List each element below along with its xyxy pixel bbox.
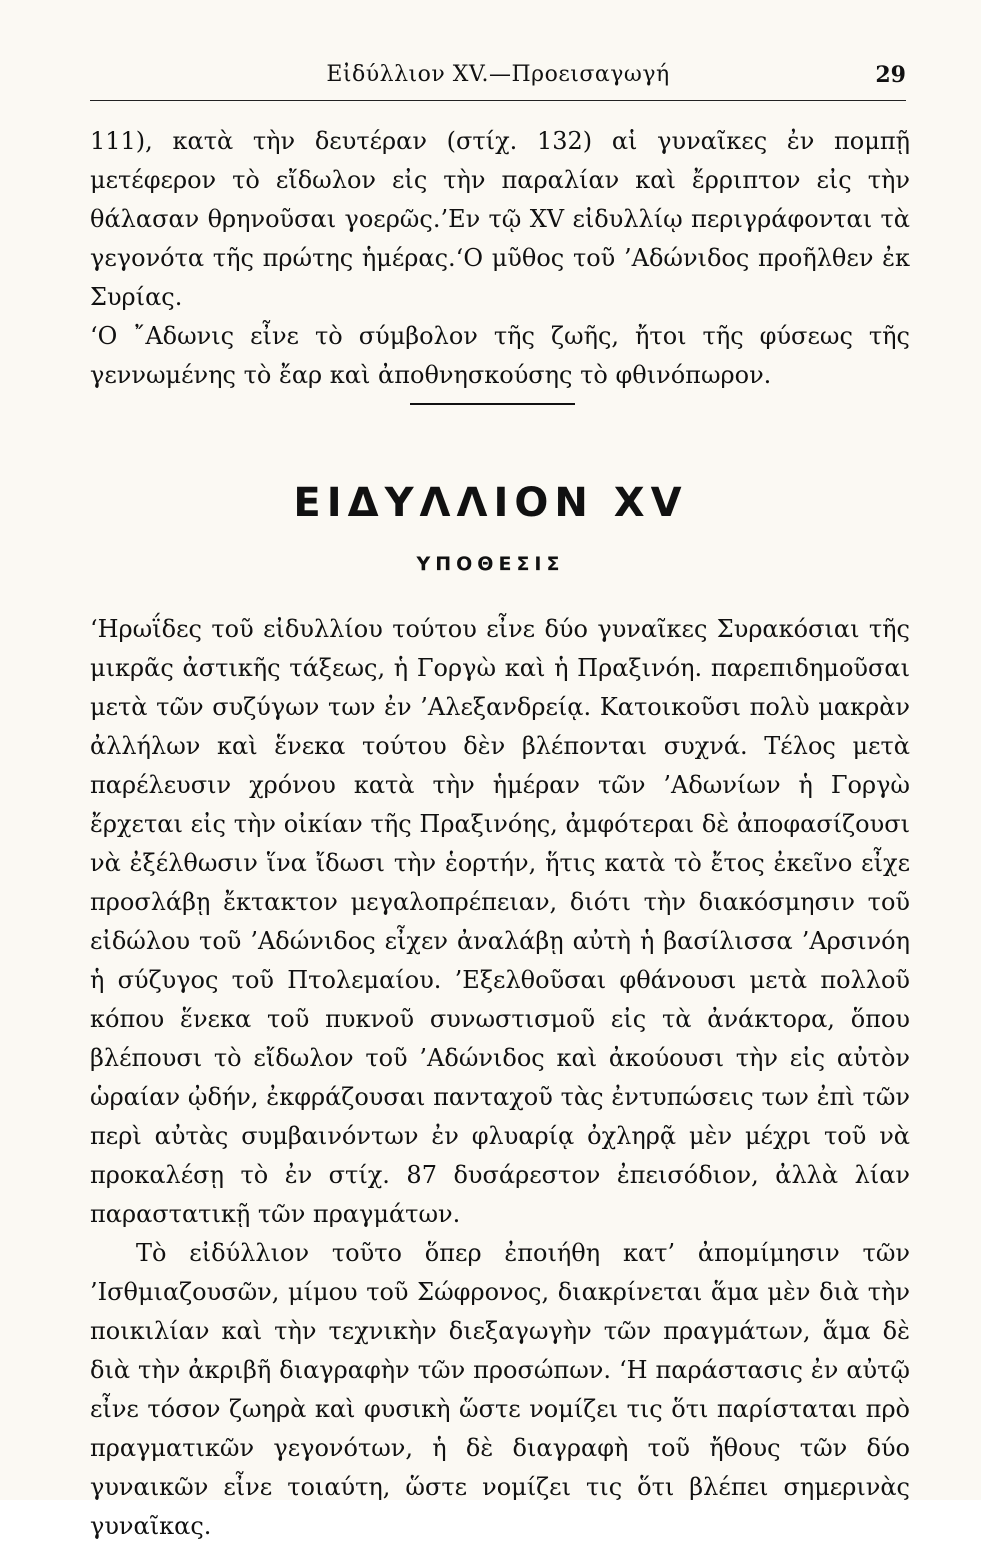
section-subtitle: ΥΠΟΘΕΣΙΣ [416, 553, 565, 575]
section-divider [410, 403, 575, 405]
intro-paragraph: 111), κατὰ τὴν δευτέραν (στίχ. 132) αἱ γυναῖκες ἐν πομπῇ μετέφερον τὸ εἴδωλον εἰς τὴν παραλίαν καὶ ἔρριπτον εἰς τὴν θάλασαν θρηνοῦσαι γοερῶς.’Εν τῷ XV εἰδυλλίῳ περιγράφονται τὰ γεγονότα τῆς πρώτης ἡμέρας.‘Ο μῦθος τοῦ ’Αδώνιδος προῆλθεν ἐκ Συρίας. [90, 127, 910, 311]
section-title: ΕΙΔΥΛΛΙΟΝ XV [293, 480, 688, 526]
running-head [90, 62, 906, 92]
body-paragraph: ‘Ηρωΐδες τοῦ εἰδυλλίου τούτου εἶνε δύο γυναῖκες Συρακόσιαι τῆς μικρᾶς ἀστικῆς τάξεως, ἡ Γοργὼ καὶ ἡ Πραξινόη. παρεπιδημοῦσαι μετὰ τῶν συζύγων των ἐν ’Αλεξανδρείᾳ. Κατοικοῦσι πολὺ μακρὰν ἀλλήλων καὶ ἕνεκα τούτου δὲν βλέπονται συχνά. Τέλος μετὰ παρέλευσιν χρόνου κατὰ τὴν ἡμέραν τῶν ’Αδωνίων ἡ Γοργὼ ἔρχεται εἰς τὴν οἰκίαν τῆς Πραξινόης, ἀμφότεραι δὲ ἀποφασίζουσι νὰ ἐξέλθωσιν ἵνα ἴδωσι τὴν ἑορτήν, ἥτις κατὰ τὸ ἔτος ἐκεῖνο εἶχε προσλάβῃ ἔκτακτον μεγαλοπρέπειαν, διότι τὴν διακόσμησιν τοῦ εἰδώλου τοῦ ’Αδώνιδος εἶχεν ἀναλάβῃ αὐτὴ ἡ βασίλισσα ’Αρσινόη ἡ σύζυγος τοῦ Πτολεμαίου. ’Εξελθοῦσαι φθάνουσι μετὰ πολλοῦ κόπου ἕνεκα τοῦ πυκνοῦ συνωστισμοῦ εἰς τὰ ἀνάκτορα, ὅπου βλέπουσι τὸ εἴδωλον τοῦ ’Αδώνιδος καὶ ἀκούουσι τὴν εἰς αὐτὸν ὡραίαν ᾠδήν, ἐκφράζουσαι πανταχοῦ τὰς ἐντυπώσεις των ἐπὶ τῶν περὶ αὐτὰς συμβαινόντων ἐν φλυαρίᾳ ὀχληρᾷ μὲν μέχρι τοῦ νὰ προκαλέσῃ τὸ ἐν στίχ. 87 δυσάρεστον ἐπεισόδιον, ἀλλὰ λίαν παραστατικῇ τῶν πραγμάτων. [90, 615, 910, 1228]
page-number: 29 [875, 62, 906, 88]
body-text [90, 610, 910, 1546]
running-title: Εἰδύλλιον XV.—Προεισαγωγή [326, 62, 670, 87]
header-rule [90, 100, 906, 101]
intro-paragraph: ‘Ο ῎Αδωνις εἶνε τὸ σύμβολον τῆς ζωῆς, ἤτοι τῆς φύσεως τῆς γεννωμένης τὸ ἔαρ καὶ ἀποθνησκούσης τὸ φθινόπωρον. [90, 322, 910, 389]
body-paragraph: Τὸ εἰδύλλιον τοῦτο ὅπερ ἐποιήθη κατ’ ἀπομίμησιν τῶν ’Ισθμιαζουσῶν, μίμου τοῦ Σώφρονος, διακρίνεται ἅμα μὲν διὰ τὴν ποικιλίαν καὶ τὴν τεχνικὴν διεξαγωγὴν τῶν πραγμάτων, ἅμα δὲ διὰ τὴν ἀκριβῆ διαγραφὴν τῶν προσώπων. ‘Η παράστασις ἐν αὐτῷ εἶνε τόσον ζωηρὰ καὶ φυσικὴ ὥστε νομίζει τις ὅτι παρίσταται πρὸ πραγματικῶν γεγονότων, ἡ δὲ διαγραφὴ τοῦ ἤθους τῶν δύο γυναικῶν εἶνε τοιαύτη, ὥστε νομίζει τις ὅτι βλέπει σημερινὰς γυναῖκας. [90, 1239, 910, 1540]
intro-text [90, 122, 910, 395]
